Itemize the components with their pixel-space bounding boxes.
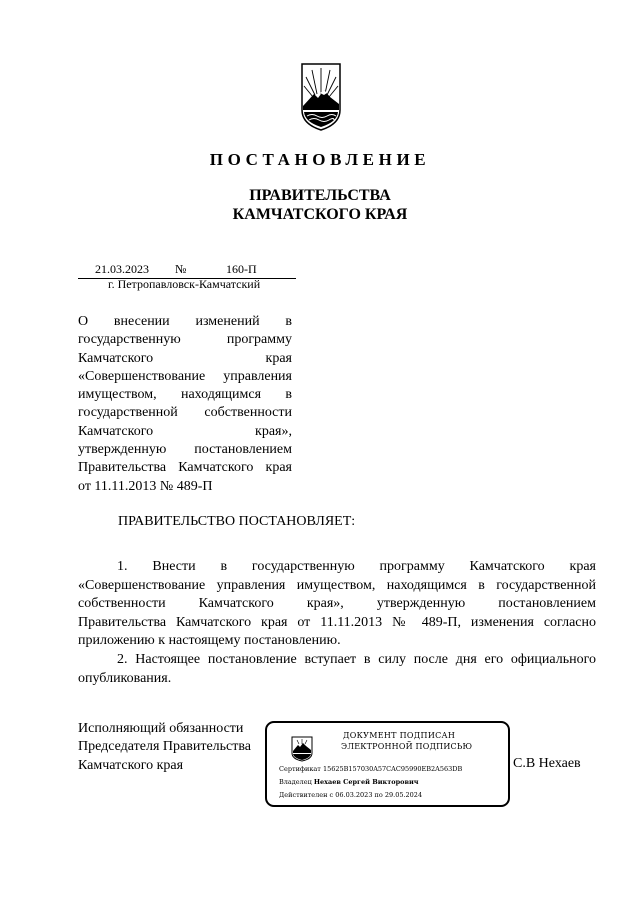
- subject-line: от 11.11.2013 № 489-П: [78, 478, 213, 494]
- body-line: собственности Камчатского края», утвержденную постановлением: [78, 596, 596, 612]
- document-city: г. Петропавловск-Камчатский: [108, 277, 261, 291]
- cert-label: Сертификат: [279, 765, 321, 773]
- resolves-heading: ПРАВИТЕЛЬСТВО ПОСТАНОВЛЯЕТ:: [118, 514, 356, 529]
- document-number: 160-П: [226, 262, 257, 276]
- subject-line: Камчатского края: [78, 350, 292, 366]
- issuer-line-1: ПРАВИТЕЛЬСТВА: [249, 187, 391, 204]
- body-line: Правительства Камчатского края от 11.11.2013 № 489-П, изменения согласно: [78, 614, 596, 630]
- subject-line: государственную программу: [78, 332, 292, 348]
- stamp-header-1: ДОКУМЕНТ ПОДПИСАН: [343, 731, 456, 740]
- stamp-owner: [279, 778, 419, 786]
- document-date: 21.03.2023: [95, 262, 149, 276]
- cert-value: 15625B157030A57CAC95990EB2A563DB: [322, 765, 463, 773]
- valid-label: Действителен с: [279, 791, 334, 799]
- document-type-title: ПОСТАНОВЛЕНИЕ: [209, 150, 431, 169]
- stamp-header-2: ЭЛЕКТРОННОЙ ПОДПИСЬЮ: [341, 742, 473, 751]
- subject-line: государственной собственности: [78, 405, 292, 421]
- number-sign: №: [175, 262, 187, 276]
- signer-position: [78, 720, 251, 775]
- issuer-line-2: КАМЧАТСКОГО КРАЯ: [232, 206, 408, 223]
- valid-to-label: по: [374, 791, 383, 799]
- subject-line: утвержденную постановлением: [78, 442, 292, 458]
- body-line: приложению к настоящему постановлению.: [78, 633, 341, 649]
- signer-line: Исполняющий обязанности: [78, 721, 244, 736]
- valid-to: 29.05.2024: [384, 791, 423, 799]
- document-subject: [78, 313, 292, 496]
- document-body: [78, 558, 596, 688]
- signer-name: С.В Нехаев: [513, 756, 581, 771]
- subject-line: имуществом, находящимся в: [78, 387, 292, 403]
- stamp-certificate: [279, 765, 462, 773]
- document-meta: [78, 262, 296, 291]
- coat-of-arms-icon: [300, 60, 342, 132]
- subject-line: «Совершенствование управления: [78, 368, 292, 384]
- valid-from: 06.03.2023: [335, 791, 373, 799]
- stamp-validity: [279, 791, 422, 799]
- subject-line: Правительства Камчатского края: [78, 460, 292, 476]
- subject-line: О внесении изменений в: [78, 314, 292, 329]
- subject-line: Камчатского края»,: [78, 423, 292, 439]
- electronic-signature-stamp: [265, 721, 510, 807]
- signer-line: Камчатского края: [78, 757, 184, 773]
- stamp-coat-of-arms-icon: [291, 736, 313, 762]
- signer-line: Председателя Правительства: [78, 739, 252, 755]
- owner-label: Владелец: [279, 778, 312, 786]
- body-line: «Совершенствование управления имуществом, находящимся в государственной: [78, 577, 596, 593]
- body-line: 2. Настоящее постановление вступает в силу после дня его официального: [117, 651, 596, 667]
- owner-value: Нехаев Сергей Викторович: [313, 778, 419, 786]
- body-line: опубликования.: [78, 670, 172, 686]
- body-line: 1. Внести в государственную программу Камчатского края: [117, 559, 596, 574]
